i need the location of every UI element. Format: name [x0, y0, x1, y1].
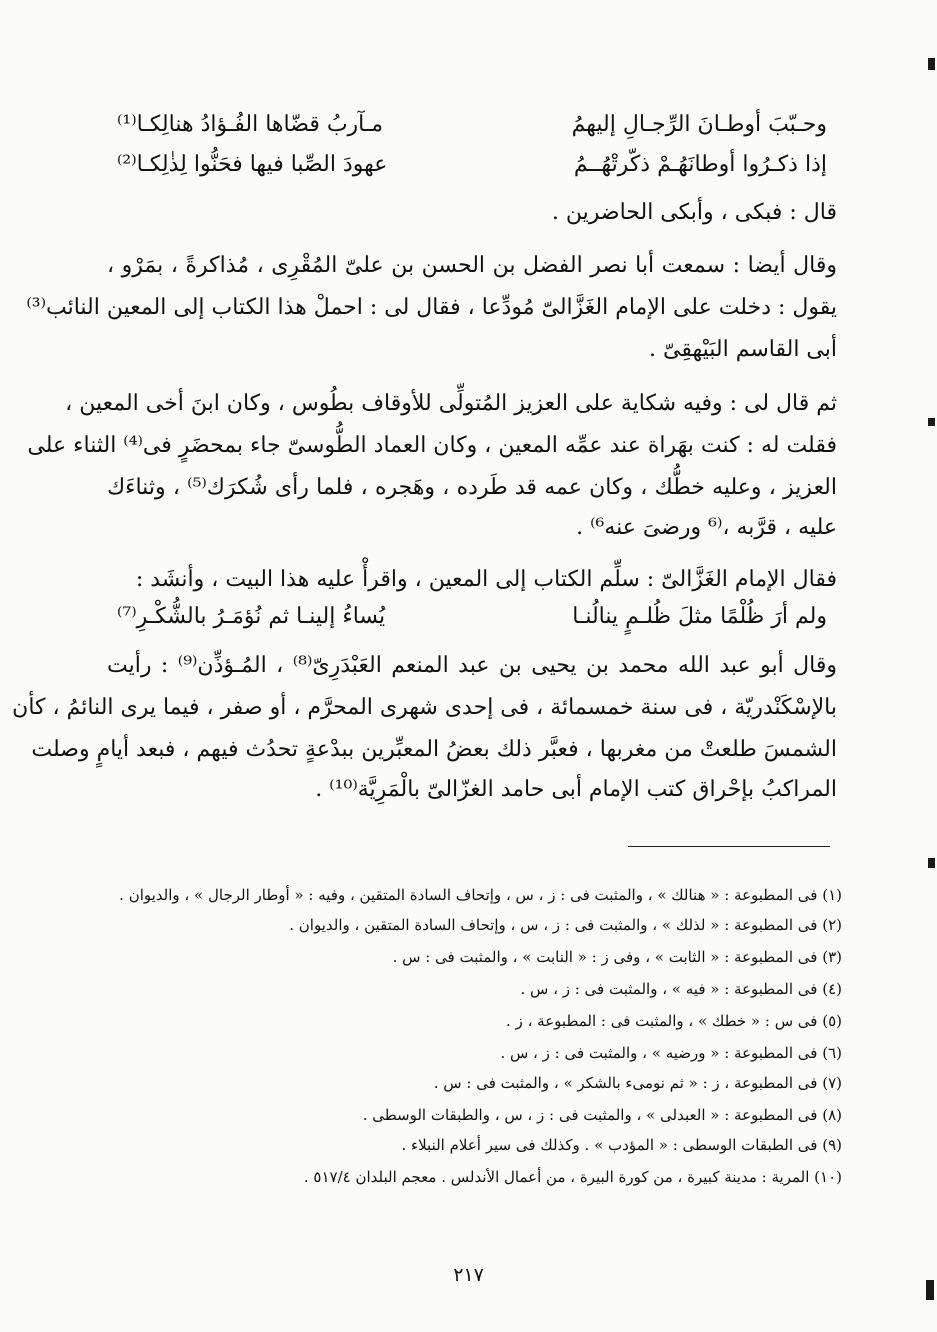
- verse-first-hemistich: إذا ذكـرُوا أوطانَهُـمْ ذكّرتْهُــمُ: [573, 151, 827, 177]
- footnote: (٦) فى المطبوعة : « ورضيه » ، والمثبت فى : ز ، س .: [500, 1044, 842, 1062]
- footnote-separator: [628, 846, 830, 847]
- text-line: المراكبُ بإحْراق كتب الإمام أبى حامد الغزّالىّ بالْمَرِيَّة⁽¹⁰⁾ .: [315, 777, 837, 802]
- footnote: (٢) فى المطبوعة : « لذلك » ، والمثبت فى : ز ، س ، وإتحاف السادة المتقين ، والديوان .: [289, 916, 842, 934]
- poem-verse: [117, 146, 827, 182]
- verse-second-hemistich: عهودَ الصِّبا فيها فحَنُّوا لِذٰلِكـا⁽²⁾: [117, 151, 388, 177]
- footnote: (١٠) المرية : مدينة كبيرة ، من كورة البيرة ، من أعمال الأندلس . معجم البلدان ٥١٧/٤ .: [303, 1168, 842, 1186]
- footnote: (١) فى المطبوعة : « هنالك » ، والمثبت فى : ز ، س ، وإتحاف السادة المتقين ، وفيه : « أوطار الرجال » ، والديوان .: [119, 886, 842, 904]
- poem-verse: [117, 106, 827, 142]
- footnote: (٤) فى المطبوعة : « فيه » ، والمثبت فى : ز ، س .: [520, 980, 842, 998]
- text-line: يقول : دخلت على الإمام الغَزَّالىّ مُودِّعا ، فقال لى : احملْ هذا الكتاب إلى المعين النائب⁽³⁾: [26, 295, 837, 320]
- text-line: العزيز ، وعليه خطُّك ، وكان عمه قد طَرده ، وهَجره ، فلما رأى شُكرَك⁽⁵⁾ ، وثناءَك: [107, 475, 837, 500]
- text-line: فقال الإمام الغَزَّالىّ : سلِّم الكتاب إلى المعين ، واقرأْ عليه هذا البيت ، وأنشَد :: [135, 567, 837, 592]
- footnote: (٩) فى الطبقات الوسطى : « المؤدب » . وكذلك فى سير أعلام النبلاء .: [401, 1136, 842, 1154]
- text-line: عليه ، قرَّبه ،⁽⁶ ورضىَ عنه⁶⁾ .: [576, 515, 837, 540]
- footnote: (٧) فى المطبوعة ، ز : « ثم نومىء بالشكر » ، والمثبت فى : س .: [433, 1074, 842, 1092]
- footnote: (٥) فى س : « خطك » ، والمثبت فى : المطبوعة ، ز .: [506, 1012, 842, 1030]
- footnote: (٣) فى المطبوعة : « الثابت » ، وفى ز : « النابت » ، والمثبت فى : س .: [392, 948, 842, 966]
- margin-mark-middle-right: [928, 418, 935, 426]
- text-line: الشمسَ طلعتْ من مغربها ، فعبَّر ذلك بعضُ المعبِّرين ببدْعةٍ تحدُث فيهم ، فبعد أيامٍ وصلت: [31, 737, 837, 762]
- verse-first-hemistich: وحـبّبَ أوطـانَ الرِّجـالِ إليهمُ: [571, 111, 827, 137]
- verse-second-hemistich: يُساءُ إلينـا ثم نُؤمَـرُ بالشُّكْـرِ⁽⁷⁾: [117, 603, 386, 629]
- verse-second-hemistich: مـآربُ قضّاها الفُـؤادُ هنالِكـا⁽¹⁾: [117, 111, 384, 137]
- poem-verse: [117, 598, 827, 634]
- margin-mark-lower-right: [928, 858, 935, 868]
- margin-mark-top-right: [928, 58, 935, 70]
- footnote: (٨) فى المطبوعة : « العبدلى » ، والمثبت فى : ز ، س ، والطبقات الوسطى .: [362, 1106, 842, 1124]
- text-line: ثم قال لى : وفيه شكاية على العزيز المُتولِّى للأوقاف بطُوس ، وكان ابنَ أخى المعين ،: [65, 391, 837, 416]
- text-line: وقال أيضا : سمعت أبا نصر الفضل بن الحسن بن علىّ المُقْرِى ، مُذاكرةً ، بمَرْو ،: [107, 253, 837, 278]
- text-line: قال : فبكى ، وأبكى الحاضرين .: [551, 200, 837, 225]
- text-line: بالإسْكَنْدريّة ، فى سنة خمسمائة ، فى إحدى شهرى المحرَّم ، أو صفر ، فيما يرى النائمُ ، كأن: [12, 695, 837, 720]
- text-line: فقلت له : كنت بهَراة عند عمِّه المعين ، وكان العماد الطُّوسىّ جاء بمحضَرٍ فى⁽⁴⁾ الثناء على: [27, 433, 837, 458]
- text-line: وقال أبو عبد الله محمد بن يحيى بن عبد المنعم العَبْدَرِىّ⁽⁸⁾ ، المُـؤذِّن⁽⁹⁾ : رأيت: [107, 653, 837, 678]
- verse-first-hemistich: ولم أرَ ظُلْمًا مثلَ ظُلـمٍ ينالُنـا: [572, 603, 827, 629]
- text-line: أبى القاسم البَيْهقِىّ .: [649, 337, 837, 362]
- page-number: ٢١٧: [453, 1264, 484, 1286]
